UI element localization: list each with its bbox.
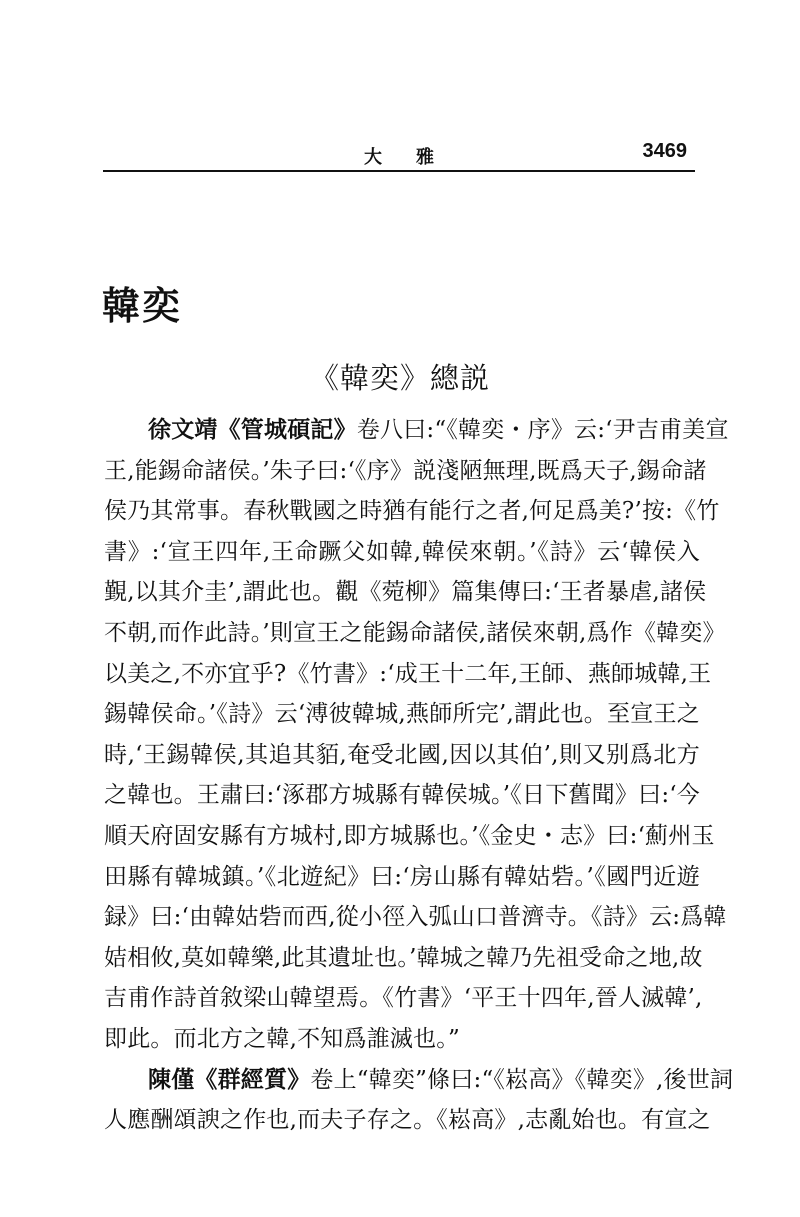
text-line: 書》:‘宣王四年,王命蹶父如韓,韓侯來朝。’《詩》云‘韓侯入 — [104, 538, 700, 565]
line-text: 卷上“韓奕”條曰:“《崧高》《韓奕》,後世詞 — [310, 1066, 734, 1093]
text-line: 覲,以其介圭’,謂此也。觀《菀柳》篇集傳曰:‘王者暴虐,諸侯 — [104, 579, 707, 606]
page-number: 3469 — [642, 140, 687, 162]
line-text: 卷八曰:“《韓奕・序》云:‘尹吉甫美宣 — [356, 417, 729, 443]
text-line: 時,‘王錫韓侯,其追其貊,奄受北國,因以其伯’,則又别爲北方 — [104, 741, 700, 768]
text-line: 以美之,不亦宜乎?《竹書》:‘成王十二年,王師、燕師城韓,王 — [104, 660, 712, 687]
text-line — [104, 1060, 734, 1101]
text-line: 姞相攸,莫如韓樂,此其遺址也。’韓城之韓乃先祖受命之地,故 — [104, 944, 703, 971]
running-header-title: 大雅 — [364, 147, 468, 168]
text-line: 吉甫作詩首敘梁山韓望焉。《竹書》‘平王十四年,晉人滅韓’, — [104, 985, 703, 1012]
paragraph-lead: 陳僅《群經質》 — [148, 1065, 311, 1093]
chapter-title: 韓奕 — [102, 284, 183, 328]
body-text — [104, 410, 734, 1141]
text-line: 順天府固安縣有方城村,即方城縣也。’《金史・志》曰:‘薊州玉 — [104, 822, 715, 849]
section-title: 《韓奕》總説 — [309, 361, 490, 395]
text-line: 之韓也。王肅曰:‘涿郡方城縣有韓侯城。’《日下舊聞》曰:‘今 — [104, 782, 700, 809]
text-line: 不朝,而作此詩。’則宣王之能錫命諸侯,諸侯來朝,爲作《韓奕》 — [104, 619, 726, 646]
text-line: 田縣有韓城鎮。’《北遊紀》曰:‘房山縣有韓姑砦。’《國門近遊 — [104, 863, 700, 890]
text-line: 人應酬頌諛之作也,而夫子存之。《崧高》,志亂始也。有宣之 — [104, 1107, 711, 1134]
paragraph-lead: 徐文靖《管城碩記》 — [148, 416, 357, 443]
text-line: 即此。而北方之韓,不知爲誰滅也。” — [104, 1025, 460, 1052]
text-line: 録》曰:‘由韓姑砦而西,從小徑入弧山口普濟寺。《詩》云:爲韓 — [104, 904, 727, 931]
text-line: 侯乃其常事。春秋戰國之時猶有能行之者,何足爲美?’按:《竹 — [104, 498, 720, 525]
running-header — [103, 140, 695, 172]
text-line: 王,能錫命諸侯。’朱子曰:‘《序》説淺陋無理,既爲天子,錫命諸 — [104, 457, 707, 484]
text-line: 錫韓侯命。’《詩》云‘溥彼韓城,燕師所完’,謂此也。至宣王之 — [104, 701, 700, 728]
text-line — [104, 410, 729, 451]
